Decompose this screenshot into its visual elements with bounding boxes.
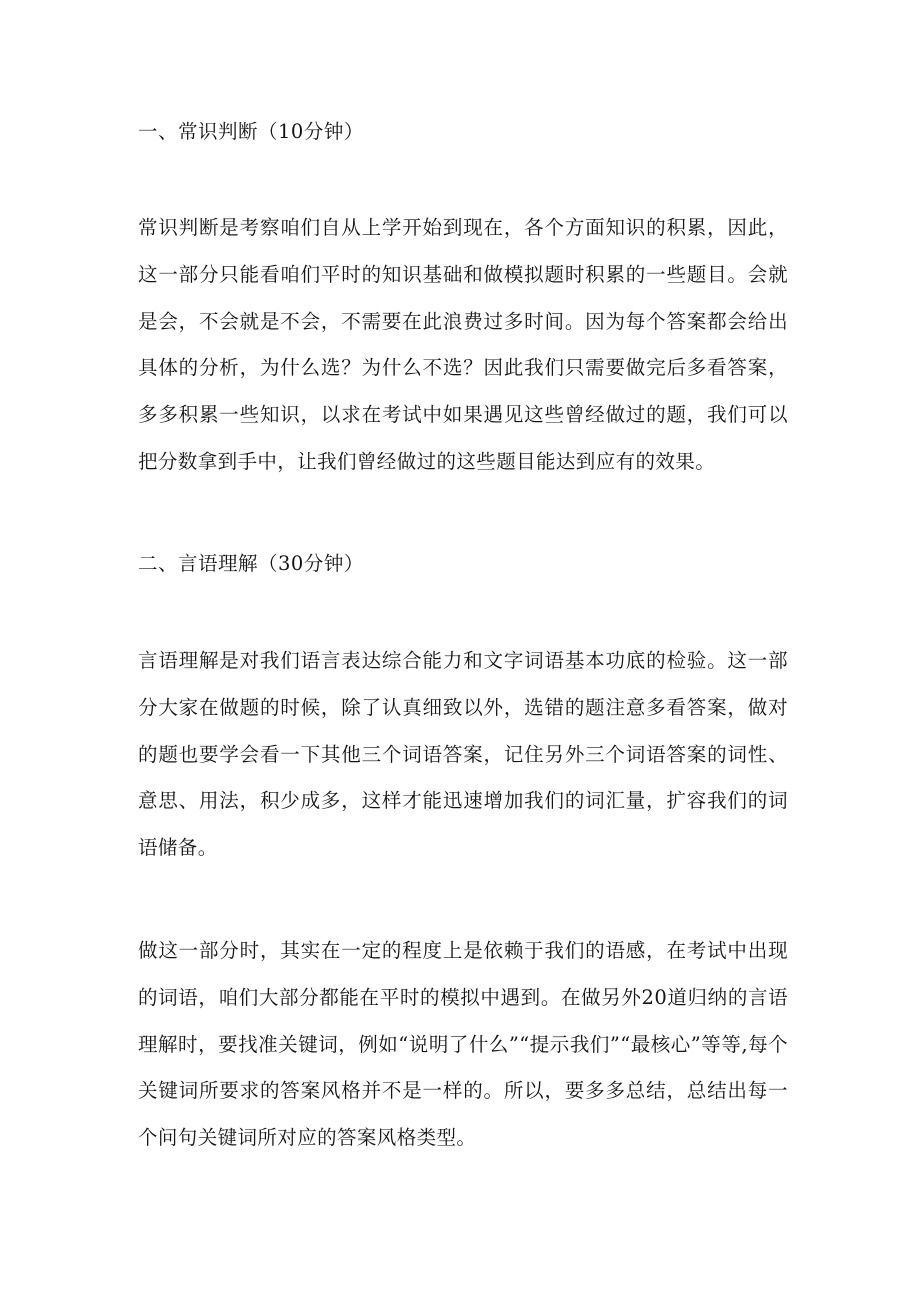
section-heading-common-sense: 一、常识判断（10分钟） <box>138 120 364 143</box>
paragraph-common-sense: 常识判断是考察咱们自从上学开始到现在，各个方面知识的积累，因此，这一部分只能看咱们平时的知识基础和做模拟题时积累的一些题目。会就是会，不会就是不会，不需要在此浪费过多时间。因为每个答案都会给出具体的分析，为什么选？为什么不选？因此我们只需要做完后多看答案，多多积累一些知识，以求在考试中如果遇见这些曾经做过的题，我们可以把分数拿到手中，让我们曾经做过的这些题目能达到应有的效果。 <box>138 216 788 473</box>
section-heading-verbal-comprehension: 二、言语理解（30分钟） <box>138 552 364 575</box>
paragraph-verbal-comprehension-2: 做这一部分时，其实在一定的程度上是依赖于我们的语感，在考试中出现的词语，咱们大部分都能在平时的模拟中遇到。在做另外20道归纳的言语理解时，要找准关键词，例如“说明了什么”“提示我们”“最核心”等等,每个关键词所要求的答案风格并不是一样的。所以，要多多总结，总结出每一个问句关键词所对应的答案风格类型。 <box>138 939 788 1150</box>
paragraph-verbal-comprehension-1: 言语理解是对我们语言表达综合能力和文字词语基本功底的检验。这一部分大家在做题的时候，除了认真细致以外，选错的题注意多看答案，做对的题也要学会看一下其他三个词语答案，记住另外三个词语答案的词性、意思、用法，积少成多，这样才能迅速增加我们的词汇量，扩容我们的词语储备。 <box>138 649 788 860</box>
